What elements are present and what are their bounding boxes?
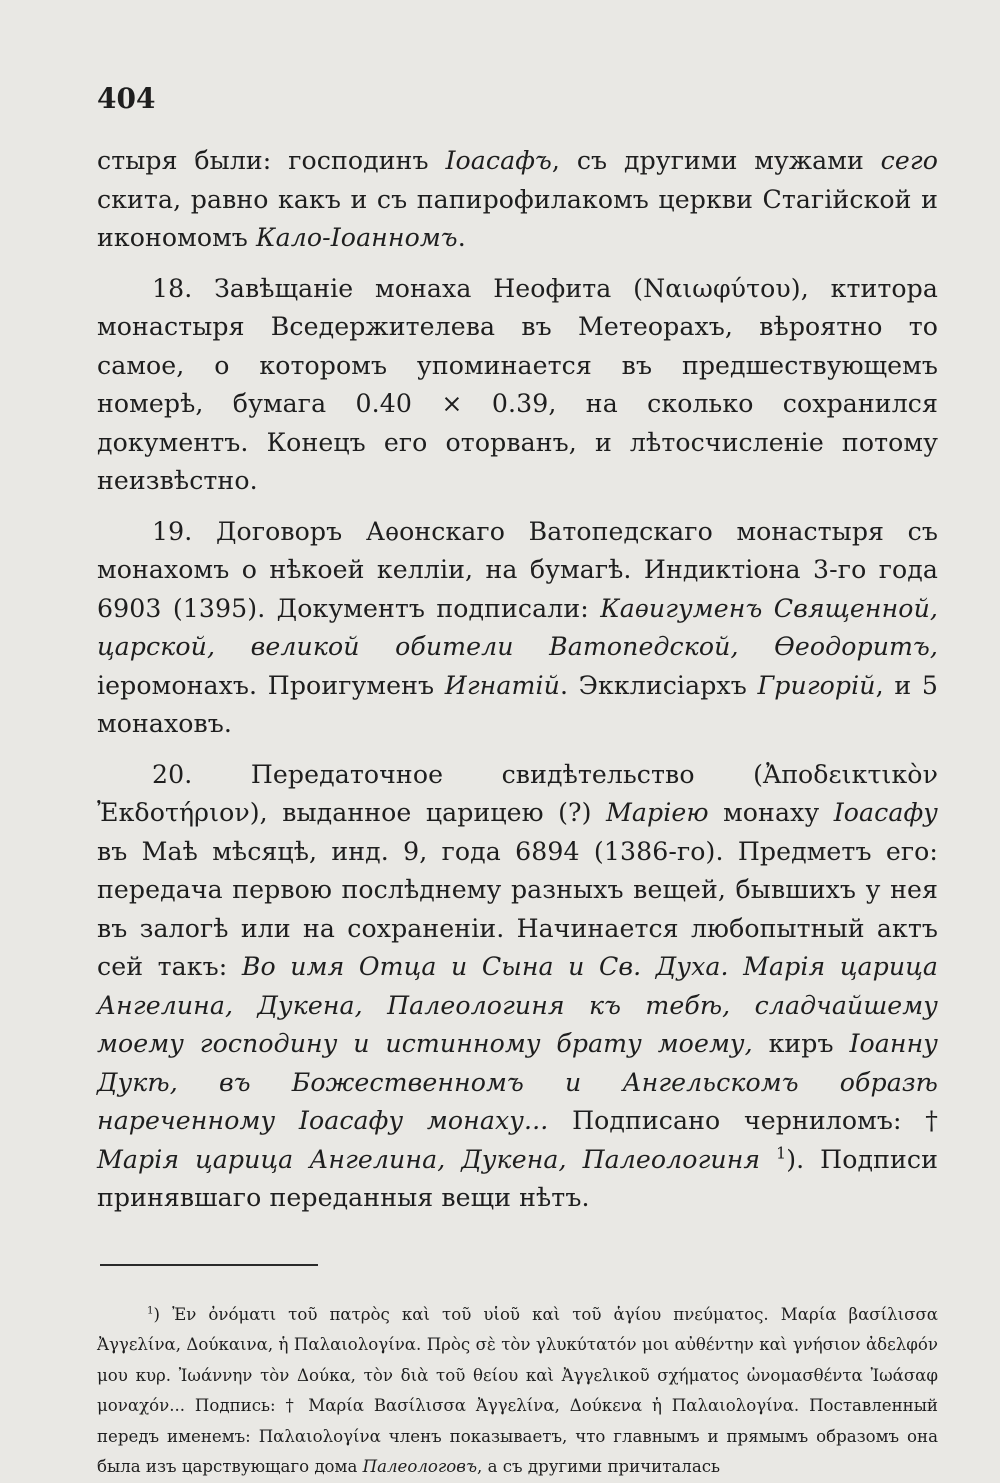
footnote-block: [97, 1300, 938, 1483]
main-text: [97, 142, 938, 1218]
paragraph-continuation: стыря были: господинъ Іоасафъ, съ другими мужами сего скита, равно какъ и съ папирофилакомъ церкви Стагійской и икономомъ Кало-Іоанномъ.: [97, 146, 938, 252]
footnote-divider: [100, 1264, 318, 1266]
paragraph-entry-20: 20. Передаточное свидѣтельство (Ἀποδεικτικὸν Ἐκδοτήριον), выданное царицею (?) Маріею монаху Іоасафу въ Маѣ мѣсяцѣ, инд. 9, года 6894 (1386-го). Предметъ его: передача первою послѣднему разныхъ вещей, бывшихъ у нея въ залогѣ или на сохраненіи. Начинается любопытный актъ сей такъ: Во имя Отца и Сына и Св. Духа. Марія царица Ангелина, Дукена, Палеологиня къ тебѣ, сладчайшему моему господину и истинному брату моему, киръ Іоанну Дукѣ, въ Божественномъ и Ангельскомъ образѣ нареченному Іоасафу монаху... Подписано черниломъ: † Марія царица Ангелина, Дукена, Палеологиня $^1$). Подписи принявшаго переданныя вещи нѣтъ.: [97, 759, 938, 1212]
paragraph-entry-19: 19. Договоръ Аѳонскаго Ватопедскаго монастыря съ монахомъ о нѣкоей келліи, на бумагѣ. Индиктіона 3-го года 6903 (1395). Документъ подписали: Каѳигуменъ Священной, царской, великой обители Ватопедской, Ѳеодоритъ, іеромонахъ. Проигуменъ Игнатій. Экклисіархъ Григорій, и 5 монаховъ.: [97, 516, 938, 738]
paragraph-entry-18: 18. Завѣщаніе монаха Неофита (Ναιωφύτου), ктитора монастыря Вседержителева въ Метеорахъ, вѣроятно то самое, о которомъ упоминается въ предшествующемъ номерѣ, бумага 0.40 × 0.39, на сколько сохранился документъ. Конецъ его оторванъ, и лѣтосчисленіе потому неизвѣстно.: [97, 273, 938, 495]
page-number: 404: [97, 82, 156, 115]
footnote-1: $^1$) Ἐν ὀνόματι τοῦ πατρὸς καὶ τοῦ υἱοῦ καὶ τοῦ ἁγίου πνεύματος. Μαρία βασίλισσα Ἀγγελίνα, Δούκαινα, ἡ Παλαιολογίνα. Πρὸς σὲ τὸν γλυκύτατόν μοι αὐθέντην καὶ γνήσιον ἀδελφόν μου κυρ. Ἰωάννην τὸν Δούκα, τὸν διὰ τοῦ θείου καὶ Ἀγγελικοῦ σχήματος ὠνομασθέντα Ἰωάσαφ μοναχόν... Подпись: † Μαρία Βασίλισσα Ἀγγελίνα, Δούκενα ἡ Παλαιολογίνα. Поставленный передъ именемъ: Παλαιολογίνα членъ показываетъ, что главнымъ и прямымъ образомъ она была изъ царствующаго дома Палеологовъ, а съ другими причиталась: [97, 1303, 938, 1476]
